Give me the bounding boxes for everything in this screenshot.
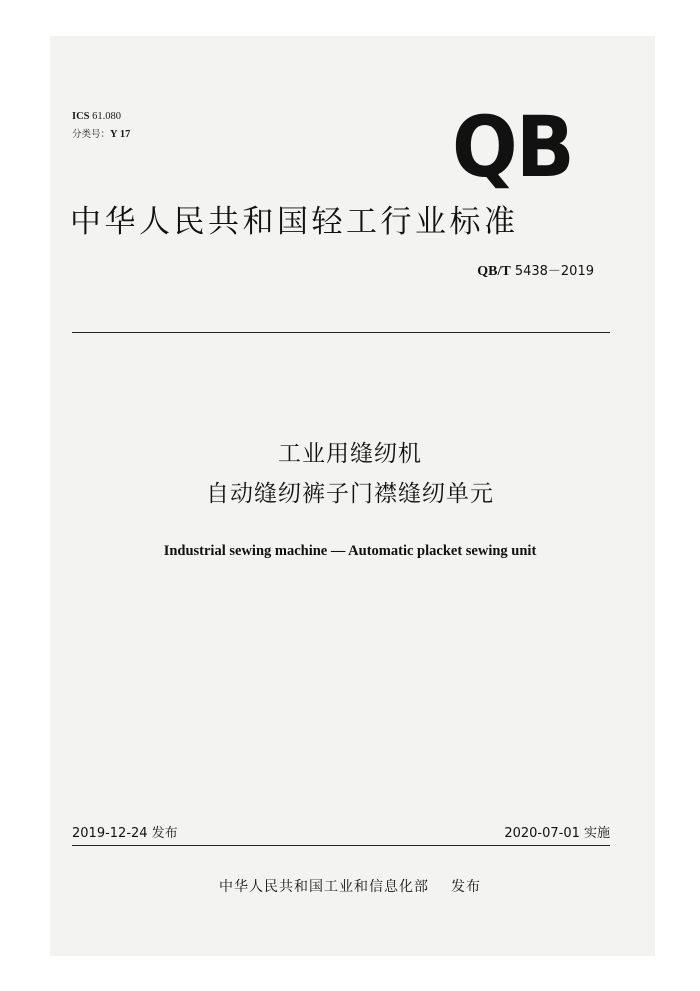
industry-standard-title: 中华人民共和国轻工行业标准	[70, 204, 519, 240]
standard-serial: 5438－2019	[514, 264, 594, 279]
ics-label: ICS	[72, 111, 90, 122]
ics-code	[72, 108, 130, 126]
issuing-authority	[0, 876, 700, 896]
issuer-org: 中华人民共和国工业和信息化部	[219, 879, 429, 895]
document-title-zh-line2: 自动缝纫裤子门襟缝纫单元	[206, 481, 494, 507]
standard-number	[477, 260, 594, 280]
document-title-en: Industrial sewing machine — Automatic placket sewing unit	[163, 543, 537, 559]
implementation-date: 2020-07-01 实施	[504, 826, 610, 841]
issuer-action: 发布	[451, 879, 481, 895]
ics-value: 61.080	[92, 111, 122, 122]
standard-code: QB/T	[477, 264, 511, 279]
qb-logo: QB	[452, 98, 573, 196]
bottom-divider	[72, 845, 610, 846]
top-divider	[72, 332, 610, 333]
classification-code	[72, 126, 130, 144]
classification-value: Y 17	[110, 129, 131, 140]
issue-date: 2019-12-24 发布	[72, 826, 178, 841]
classification-block	[72, 108, 130, 144]
classification-label: 分类号：	[72, 129, 111, 140]
document-title-zh-line1: 工业用缝纫机	[278, 441, 422, 467]
